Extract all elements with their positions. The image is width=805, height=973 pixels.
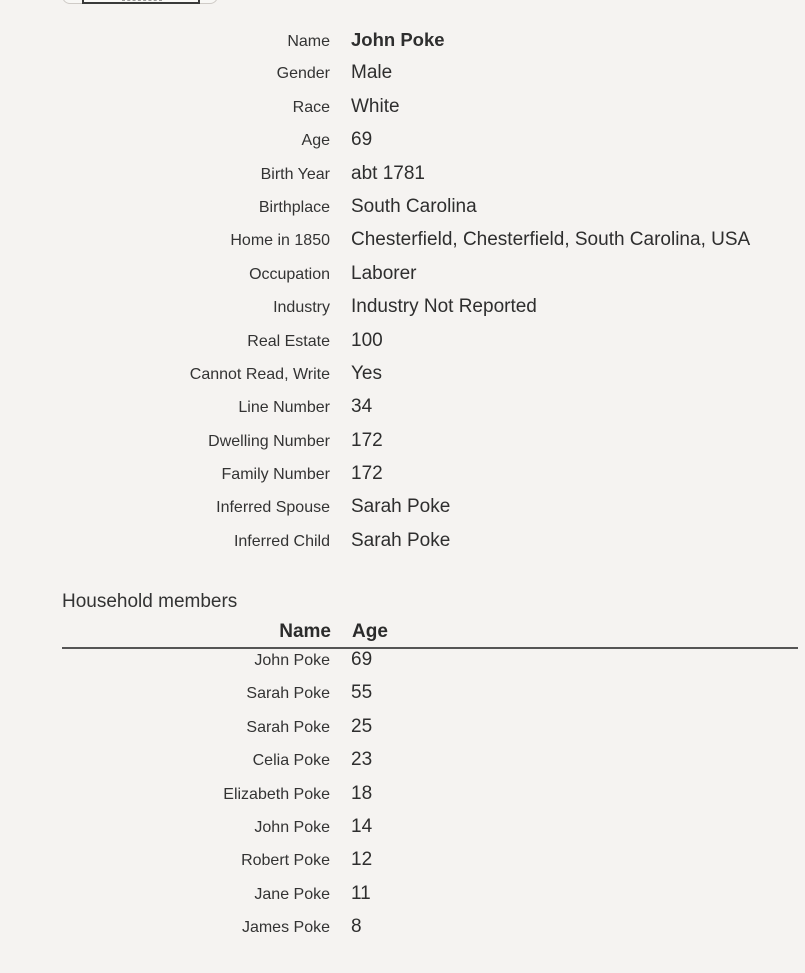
member-name: Jane Poke xyxy=(254,885,330,903)
record-image-preview xyxy=(82,0,200,4)
household-column-age: Age xyxy=(352,621,388,642)
detail-value-cannot-read-write: Yes xyxy=(351,362,382,384)
household-member-row xyxy=(0,649,805,682)
detail-value-inferred-spouse: Sarah Poke xyxy=(351,496,451,518)
member-age: 23 xyxy=(351,749,373,771)
detail-row-real-estate xyxy=(0,330,805,363)
detail-row-industry xyxy=(0,296,805,329)
detail-label: Dwelling Number xyxy=(208,432,330,450)
detail-label: Gender xyxy=(276,65,330,83)
household-member-row xyxy=(0,916,805,949)
member-age: 14 xyxy=(351,815,373,837)
detail-value-birth-year: abt 1781 xyxy=(351,162,425,184)
detail-row-birth-year xyxy=(0,163,805,196)
detail-value-dwelling-number: 172 xyxy=(351,429,383,451)
detail-label: Race xyxy=(292,98,330,116)
member-name: Sarah Poke xyxy=(246,685,330,703)
detail-label: Industry xyxy=(273,299,330,317)
record-details xyxy=(0,29,805,563)
detail-row-cannot-read-write xyxy=(0,363,805,396)
detail-row-occupation xyxy=(0,263,805,296)
household-section-title: Household members xyxy=(62,591,238,612)
household-member-row xyxy=(0,816,805,849)
household-member-row xyxy=(0,849,805,882)
household-member-row xyxy=(0,749,805,782)
member-name: Robert Poke xyxy=(241,852,330,870)
member-name: John Poke xyxy=(254,652,330,669)
detail-value-inferred-child: Sarah Poke xyxy=(351,529,451,551)
member-age: 8 xyxy=(351,916,362,938)
household-members-list xyxy=(0,649,805,950)
detail-row-race xyxy=(0,96,805,129)
detail-value-home: Chesterfield, Chesterfield, South Carolina, USA xyxy=(351,229,751,251)
detail-value-age: 69 xyxy=(351,129,373,151)
detail-row-age xyxy=(0,129,805,162)
household-member-row xyxy=(0,682,805,715)
member-age: 55 xyxy=(351,682,373,704)
detail-row-gender xyxy=(0,62,805,95)
member-name: Celia Poke xyxy=(252,752,330,770)
detail-row-birthplace xyxy=(0,196,805,229)
member-name: John Poke xyxy=(254,818,330,836)
detail-value-family-number: 172 xyxy=(351,463,383,485)
detail-row-inferred-child xyxy=(0,530,805,563)
detail-value-name: John Poke xyxy=(351,29,445,50)
detail-label: Name xyxy=(287,33,330,50)
detail-value-real-estate: 100 xyxy=(351,329,383,351)
detail-value-line-number: 34 xyxy=(351,396,373,418)
detail-row-name xyxy=(0,29,805,62)
household-member-row xyxy=(0,883,805,916)
detail-value-gender: Male xyxy=(351,62,393,84)
household-table-header xyxy=(62,619,798,649)
detail-label: Inferred Child xyxy=(233,532,330,550)
member-age: 69 xyxy=(351,649,373,670)
detail-value-birthplace: South Carolina xyxy=(351,195,477,217)
member-name: James Poke xyxy=(241,919,330,937)
member-name: Elizabeth Poke xyxy=(223,785,330,803)
member-age: 25 xyxy=(351,715,373,737)
detail-row-family-number xyxy=(0,463,805,496)
record-image-thumbnail[interactable] xyxy=(62,0,218,4)
detail-value-race: White xyxy=(351,95,400,117)
member-age: 18 xyxy=(351,782,373,804)
member-age: 11 xyxy=(351,882,371,904)
detail-label: Home in 1850 xyxy=(230,232,330,250)
detail-label: Real Estate xyxy=(247,332,330,350)
member-name: Sarah Poke xyxy=(246,718,330,736)
detail-label: Family Number xyxy=(221,466,330,484)
detail-row-inferred-spouse xyxy=(0,496,805,529)
detail-row-line-number xyxy=(0,396,805,429)
detail-label: Birth Year xyxy=(260,165,330,183)
detail-row-home xyxy=(0,229,805,262)
detail-value-occupation: Laborer xyxy=(351,262,417,284)
member-age: 12 xyxy=(351,849,373,871)
household-member-row xyxy=(0,716,805,749)
detail-label: Cannot Read, Write xyxy=(189,365,330,383)
record-image-detail xyxy=(122,0,162,1)
detail-row-dwelling-number xyxy=(0,430,805,463)
detail-label: Birthplace xyxy=(258,198,330,216)
household-member-row xyxy=(0,783,805,816)
detail-label: Age xyxy=(301,132,330,150)
detail-label: Line Number xyxy=(238,399,330,417)
detail-label: Occupation xyxy=(249,265,330,283)
detail-label: Inferred Spouse xyxy=(216,499,330,517)
detail-value-industry: Industry Not Reported xyxy=(351,296,537,318)
household-column-name: Name xyxy=(279,621,331,642)
